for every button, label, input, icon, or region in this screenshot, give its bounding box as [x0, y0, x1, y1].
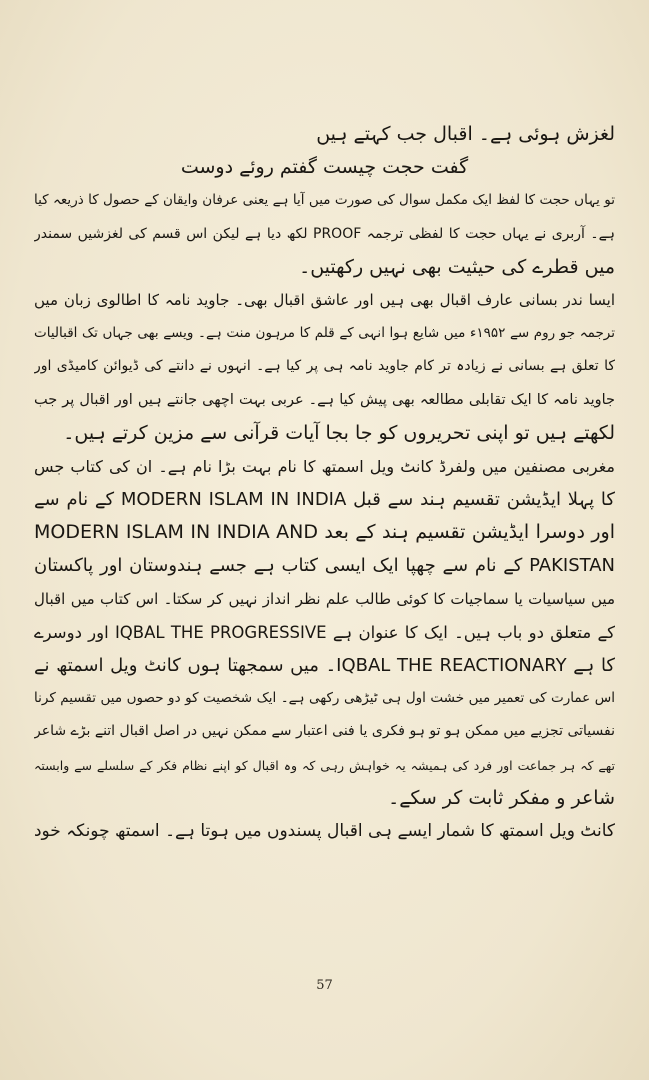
- text-line: ہے۔ آربری نے یہاں حجت کا لفظی ترجمہ PROOF لکھ دیا ہے لیکن اس قسم کی لغزشیں سمندر: [34, 225, 615, 242]
- text-line: کے متعلق دو باب ہیں۔ ایک کا عنوان ہے IQBAL THE PROGRESSIVE اور دوسرے: [34, 622, 615, 642]
- text-line: کانٹ ویل اسمتھ کا شمار ایسے ہی اقبال پسندوں میں ہوتا ہے۔ اسمتھ چونکہ خود: [34, 820, 615, 841]
- text-line: تو یہاں حجت کا لفظ ایک مکمل سوال کی صورت میں آیا ہے یعنی عرفان وایقان کے حصول کا ذریعہ کیا: [34, 192, 615, 209]
- text-line: لغزش ہوئی ہے۔ اقبال جب کہتے ہیں: [316, 123, 615, 145]
- text-line: شاعر و مفکر ثابت کر سکے۔: [388, 786, 615, 809]
- text-line: PAKISTAN کے نام سے چھپا ایک ایسی کتاب ہے جسے ہندوستان اور پاکستان: [34, 555, 615, 577]
- text-line: کا ہے IQBAL THE REACTIONARY۔ میں سمجھتا ہوں کانٹ ویل اسمتھ نے: [34, 655, 615, 676]
- verse-line: گفت حجت چیست گفتم روئے دوست: [180, 156, 469, 179]
- text-line: ایسا ندر بسانی عارف اقبال بھی ہیں اور عاشق اقبال بھی۔ جاوید نامہ کا اطالوی زبان میں: [34, 290, 615, 309]
- text-line: کا تعلق ہے بسانی نے زیادہ تر کام جاوید نامہ ہی پر کیا ہے۔ انہوں نے دانتے کی ڈیوائن کامیڈی اور: [34, 358, 615, 375]
- text-line: نفسیاتی تجزیے میں ممکن ہو تو ہو فکری یا فنی اعتبار سے ممکن نہیں در اصل اقبال اتنے بڑے شاعر: [34, 723, 615, 740]
- text-line: اس عمارت کی تعمیر میں خشت اول ہی ٹیڑھی رکھی ہے۔ ایک شخصیت کو دو حصوں میں تقسیم کرنا: [34, 690, 615, 707]
- text-line: مغربی مصنفین میں ولفرڈ کانٹ ویل اسمتھ کا نام بہت بڑا نام ہے۔ ان کی کتاب جس: [34, 456, 615, 476]
- text-line: تھے کہ ہر جماعت اور فرد کی ہمیشہ یہ خواہش رہی کہ وہ اقبال کو اپنے نظام فکر کے سلسلے سے وابستہ: [34, 757, 615, 773]
- page-number: 57: [316, 978, 333, 993]
- text-line: میں قطرے کی حیثیت بھی نہیں رکھتیں۔: [299, 255, 615, 278]
- text-line: لکھتے ہیں تو اپنی تحریروں کو جا بجا آیات قرآنی سے مزین کرتے ہیں۔: [63, 421, 615, 444]
- text-line: کا پہلا ایڈیشن تقسیم ہند سے قبل MODERN ISLAM IN INDIA کے نام سے: [34, 489, 615, 511]
- text-line: میں سیاسیات یا سماجیات کا کوئی طالب علم نظر انداز نہیں کر سکتا۔ اس کتاب میں اقبال: [34, 589, 615, 608]
- text-line: جاوید نامہ کا ایک تقابلی مطالعہ بھی پیش کیا ہے۔ عربی بہت اچھی جانتے ہیں اور اقبال پر جب: [34, 391, 615, 408]
- page-body-text: [34, 118, 615, 848]
- text-line: اور دوسرا ایڈیشن تقسیم ہند کے بعد MODERN ISLAM IN INDIA AND: [34, 521, 615, 544]
- text-line: ترجمہ جو روم سے ۱۹۵۲ء میں شایع ہوا انہی کے قلم کا مرہون منت ہے۔ ویسے بھی جہاں تک اقبالیات: [34, 325, 615, 342]
